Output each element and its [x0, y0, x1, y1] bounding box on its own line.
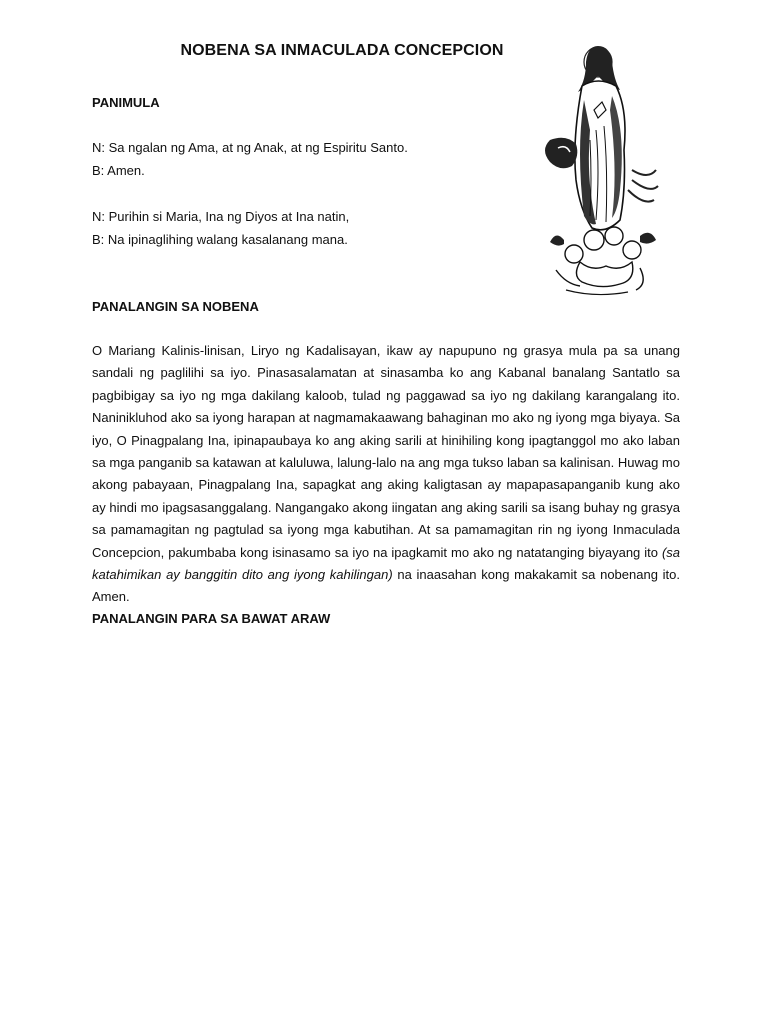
panalangin-araw-heading: PANALANGIN PARA SA BAWAT ARAW: [92, 611, 331, 626]
panalangin-nobena-heading: PANALANGIN SA NOBENA: [92, 299, 259, 314]
panalangin-nobena-body: [92, 340, 680, 609]
prayer-instruction: (sa katahimikan ay banggitin dito ang iyong kahilingan): [92, 544, 680, 583]
prayer-text-end: na inaasahan kong makakamit sa nobenang ito. Amen.: [92, 567, 680, 605]
panimula-line-2: B: Amen.: [92, 163, 145, 178]
panimula-line-4: B: Na ipinaglihing walang kasalanang mana.: [92, 232, 348, 247]
prayer-text: O Mariang Kalinis-linisan, Liryo ng Kadalisayan, ikaw ay napupuno ng grasya mula pa sa unang sandali ng paglilihi sa iyo. Pinasasalamatan at sinasamba ko ang Kabanal banalang Santatlo sa pagbibigay sa iyo ng mga dakilang kaloob, tulad ng paggawad sa iyo ng dakilang karangalang ito. Naninikluhod ako sa iyong harapan at nagmamakaawang bahaginan mo ako ng iyong mga biyaya. Sa iyo, O Pinagpalang Ina, ipinapaubaya ko ang aking sarili at hinihiling kong ipagtanggol mo ako laban sa mga panganib sa katawan at kaluluwa, lalung-lalo na ang mga tukso laban sa kalinisan. Huwag mo akong pabayaan, Pinagpalang Ina, sapagkat ang aking kaligtasan ay mapapasapanganib kung ako ay hindi mo ipagsasanggalang. Nangangako akong iingatan ang aking sarili sa isang buhay ng grasya sa pamamagitan ng pagtulad sa iyong mga kabutihan. At sa pamamagitan rin ng iyong Inmaculada Concepcion, pakumbaba kong isinasamo sa iyo na ipagkamit mo ako ng natatanging biyayang ito: [92, 343, 680, 560]
panimula-line-1: N: Sa ngalan ng Ama, at ng Anak, at ng Espiritu Santo.: [92, 140, 408, 155]
panimula-line-3: N: Purihin si Maria, Ina ng Diyos at Ina natin,: [92, 209, 350, 224]
document-title: NOBENA SA INMACULADA CONCEPCION: [180, 42, 504, 59]
panimula-heading: PANIMULA: [92, 95, 160, 110]
immaculate-conception-figure-icon: [536, 40, 664, 300]
